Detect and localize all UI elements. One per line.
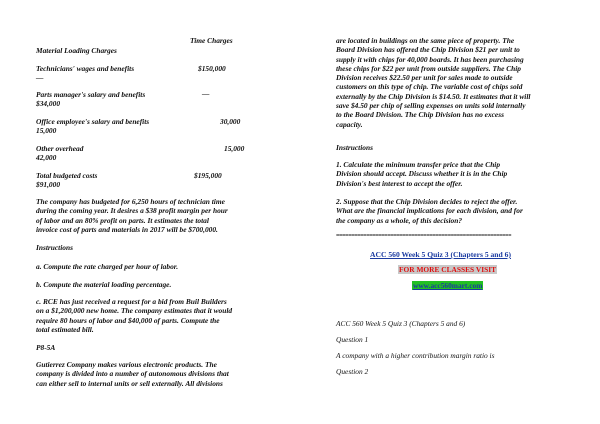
instruction-c: c. RCE has just received a request for a bid from Buil Builders on a $1,200,000 new home. The company estimates that it would require 80 hours of labor and $40,000 of parts. Compute the total estimated bill. bbox=[36, 297, 233, 334]
question-1-prompt: A company with a higher contribution margin ratio is bbox=[336, 351, 495, 360]
separator-line: ========================================================== bbox=[336, 233, 512, 239]
more-classes-banner: FOR MORE CLASSES VISIT bbox=[399, 265, 496, 274]
question-2-label: Question 2 bbox=[336, 367, 369, 376]
gutierrez-paragraph: Gutierrez Company makes various electronic products. The company is divided into a number of autonomous divisions that can either sell to internal units or sell externally. All divisions bbox=[36, 360, 229, 388]
row-label: Office employee's salary and benefits bbox=[36, 117, 150, 126]
row-time: 15,000 bbox=[224, 144, 245, 153]
instructions-label: Instructions bbox=[36, 243, 73, 252]
row-label: Parts manager's salary and benefits bbox=[36, 90, 146, 99]
instruction-a: a. Compute the rate charged per hour of labor. bbox=[36, 262, 179, 271]
row-time: $195,000 bbox=[194, 171, 222, 180]
time-charges-header: Time Charges bbox=[190, 36, 233, 45]
row-material: 42,000 bbox=[36, 153, 57, 162]
question-1-text: 1. Calculate the minimum transfer price that the Chip Division should accept. Discuss whether it is in the Chip Division's best interest to accept the offer. bbox=[336, 160, 508, 188]
row-time: $150,000 bbox=[198, 64, 226, 73]
quiz-link[interactable]: ACC 560 Week 5 Quiz 3 (Chapters 5 and 6) bbox=[370, 250, 511, 259]
row-label: Total budgeted costs bbox=[36, 171, 98, 180]
row-material: — bbox=[36, 73, 44, 82]
material-loading-header: Material Loading Charges bbox=[36, 46, 117, 55]
row-label: Technicians' wages and benefits bbox=[36, 64, 135, 73]
row-time: — bbox=[202, 89, 210, 98]
row-label: Other overhead bbox=[36, 144, 84, 153]
row-time: 30,000 bbox=[220, 117, 241, 126]
row-material: $34,000 bbox=[36, 99, 61, 108]
quiz-title: ACC 560 Week 5 Quiz 3 (Chapters 5 and 6) bbox=[336, 319, 466, 328]
instructions-label: Instructions bbox=[336, 143, 373, 152]
instruction-b: b. Compute the material loading percentage. bbox=[36, 280, 172, 289]
row-material: $91,000 bbox=[36, 180, 61, 189]
question-1-label: Question 1 bbox=[336, 335, 369, 344]
continued-paragraph: are located in buildings on the same piece of property. The Board Division has offered the Chip Division $21 per unit to supply it with chips for 40,000 boards. It has been purchasing these chips for $22 per unit from outside suppliers. The Chip Division receives $22.50 per unit for sales made to outside customers on this type of chip. The variable cost of chips sold externally by the Chip Division is $14.50. It estimates that it will save $4.50 per chip of selling expenses on units sold internally to the Board Division. The Chip Division has no excess capacity. bbox=[336, 36, 531, 129]
question-2-text: 2. Suppose that the Chip Division decides to reject the offer. What are the financial implications for each division, and for the company as a whole, of this decision? bbox=[336, 197, 523, 225]
problem-label: P8-5A bbox=[36, 343, 56, 352]
row-material: 15,000 bbox=[36, 126, 57, 135]
site-link[interactable]: www.acc560mart.com bbox=[413, 281, 483, 290]
budget-paragraph: The company has budgeted for 6,250 hours of technician time during the coming year. It desires a $38 profit margin per hour of labor and an 80% profit on parts. It estimates the total invoice cost of parts and materials in 2017 will be $700,000. bbox=[36, 197, 228, 234]
